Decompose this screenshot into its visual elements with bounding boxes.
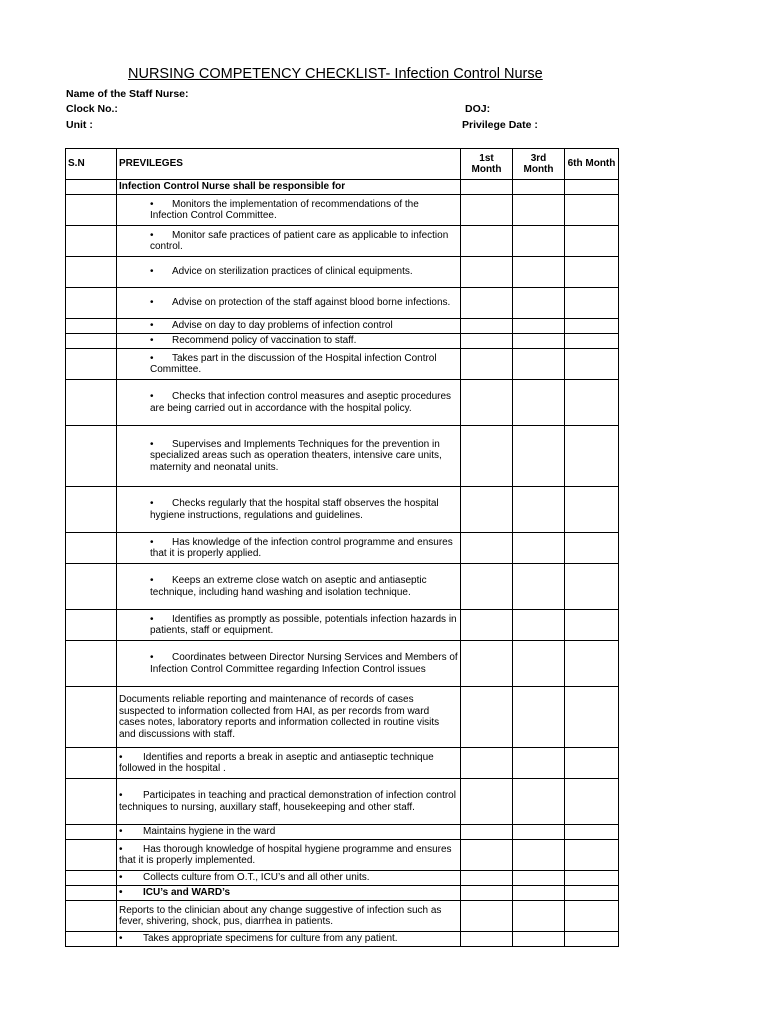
6th-month-cell[interactable] <box>565 426 619 487</box>
3rd-month-cell[interactable] <box>513 257 565 288</box>
3rd-month-cell[interactable] <box>513 380 565 426</box>
6th-month-cell[interactable] <box>565 748 619 779</box>
privilege-cell <box>117 319 461 334</box>
privilege-cell <box>117 825 461 840</box>
3rd-month-cell[interactable] <box>513 288 565 319</box>
1st-month-cell[interactable] <box>461 257 513 288</box>
6th-month-cell[interactable] <box>565 641 619 687</box>
6th-month-cell[interactable] <box>565 180 619 195</box>
table-row <box>66 319 619 334</box>
3rd-month-cell[interactable] <box>513 426 565 487</box>
table-row <box>66 825 619 840</box>
privilege-text: • Has thorough knowledge of hospital hygiene programme and ensures that it is properly implemented. <box>119 844 452 867</box>
table-body <box>66 180 619 947</box>
sn-cell <box>66 610 117 641</box>
privilege-text: Documents reliable reporting and maintenance of records of cases suspected to information collected from HAI, as per records from ward cases notes, laboratory reports and information collected in routine visits and discussions with staff. <box>119 694 440 740</box>
clock-no-label: Clock No.: <box>66 103 118 115</box>
sn-cell <box>66 825 117 840</box>
doj-label: DOJ: <box>465 103 491 115</box>
col-header-6th-month: 6th Month <box>565 149 619 180</box>
1st-month-cell[interactable] <box>461 195 513 226</box>
6th-month-cell[interactable] <box>565 932 619 947</box>
sn-cell <box>66 748 117 779</box>
col-header-1st-month: 1st Month <box>461 149 513 180</box>
3rd-month-cell[interactable] <box>513 901 565 932</box>
3rd-month-cell[interactable] <box>513 779 565 825</box>
table-row <box>66 426 619 487</box>
table-row <box>66 349 619 380</box>
sn-cell <box>66 901 117 932</box>
3rd-month-cell[interactable] <box>513 825 565 840</box>
privilege-cell <box>117 901 461 932</box>
privilege-cell <box>117 687 461 748</box>
privilege-cell <box>117 288 461 319</box>
6th-month-cell[interactable] <box>565 687 619 748</box>
privilege-cell <box>117 533 461 564</box>
col-header-privileges: PREVILEGES <box>117 149 461 180</box>
1st-month-cell[interactable] <box>461 319 513 334</box>
sn-cell <box>66 533 117 564</box>
privilege-cell <box>117 257 461 288</box>
table-row <box>66 641 619 687</box>
privilege-cell <box>117 641 461 687</box>
page-title: NURSING COMPETENCY CHECKLIST- Infection Control Nurse <box>128 66 543 82</box>
privilege-text: • Identifies and reports a break in aseptic and antiaseptic technique followed in the hospital . <box>119 752 434 775</box>
table-row <box>66 564 619 610</box>
table-row <box>66 779 619 825</box>
privilege-text: • Maintains hygiene in the ward <box>119 826 275 837</box>
sn-cell <box>66 487 117 533</box>
privilege-text: • Advise on day to day problems of infection control <box>150 320 393 331</box>
6th-month-cell[interactable] <box>565 901 619 932</box>
privilege-cell <box>117 334 461 349</box>
1st-month-cell[interactable] <box>461 641 513 687</box>
table-row <box>66 257 619 288</box>
privilege-cell <box>117 840 461 871</box>
3rd-month-cell[interactable] <box>513 564 565 610</box>
6th-month-cell[interactable] <box>565 610 619 641</box>
privilege-text: • Keeps an extreme close watch on aseptic and antiaseptic technique, including hand washing and isolation technique. <box>150 575 427 598</box>
privilege-text: • Monitors the implementation of recommendations of the Infection Control Committee. <box>150 199 419 222</box>
3rd-month-cell[interactable] <box>513 487 565 533</box>
privilege-cell <box>117 195 461 226</box>
table-row <box>66 901 619 932</box>
table-header-row <box>66 149 619 180</box>
sn-cell <box>66 886 117 901</box>
1st-month-cell[interactable] <box>461 349 513 380</box>
privilege-text: • Has knowledge of the infection control programme and ensures that it is properly applied. <box>150 537 453 560</box>
1st-month-cell[interactable] <box>461 380 513 426</box>
6th-month-cell[interactable] <box>565 871 619 886</box>
3rd-month-cell[interactable] <box>513 195 565 226</box>
6th-month-cell[interactable] <box>565 380 619 426</box>
1st-month-cell[interactable] <box>461 687 513 748</box>
3rd-month-cell[interactable] <box>513 840 565 871</box>
sn-cell <box>66 641 117 687</box>
6th-month-cell[interactable] <box>565 825 619 840</box>
1st-month-cell[interactable] <box>461 533 513 564</box>
table-row <box>66 380 619 426</box>
3rd-month-cell[interactable] <box>513 610 565 641</box>
privilege-cell <box>117 349 461 380</box>
6th-month-cell[interactable] <box>565 349 619 380</box>
1st-month-cell[interactable] <box>461 840 513 871</box>
1st-month-cell[interactable] <box>461 226 513 257</box>
1st-month-cell[interactable] <box>461 610 513 641</box>
privilege-text: • Collects culture from O.T., ICU’s and all other units. <box>119 872 370 883</box>
1st-month-cell[interactable] <box>461 426 513 487</box>
1st-month-cell[interactable] <box>461 748 513 779</box>
3rd-month-cell[interactable] <box>513 687 565 748</box>
sn-cell <box>66 426 117 487</box>
col-header-sn: S.N <box>66 149 117 180</box>
3rd-month-cell[interactable] <box>513 932 565 947</box>
sn-cell <box>66 334 117 349</box>
privilege-cell <box>117 487 461 533</box>
sn-cell <box>66 349 117 380</box>
6th-month-cell[interactable] <box>565 226 619 257</box>
3rd-month-cell[interactable] <box>513 226 565 257</box>
privilege-date-label: Privilege Date : <box>462 119 538 131</box>
table-row <box>66 334 619 349</box>
sn-cell <box>66 226 117 257</box>
privilege-text: • Checks that infection control measures and aseptic procedures are being carried out in accordance with the hospital policy. <box>150 391 451 414</box>
1st-month-cell[interactable] <box>461 871 513 886</box>
sn-cell <box>66 257 117 288</box>
table-row <box>66 932 619 947</box>
1st-month-cell[interactable] <box>461 779 513 825</box>
3rd-month-cell[interactable] <box>513 641 565 687</box>
3rd-month-cell[interactable] <box>513 886 565 901</box>
sn-cell <box>66 319 117 334</box>
table-row <box>66 226 619 257</box>
1st-month-cell[interactable] <box>461 825 513 840</box>
1st-month-cell[interactable] <box>461 180 513 195</box>
sn-cell <box>66 840 117 871</box>
privilege-cell <box>117 748 461 779</box>
privilege-text: • Participates in teaching and practical demonstration of infection control techniques to nursing, auxillary staff, housekeeping and other staff. <box>119 790 456 813</box>
sn-cell <box>66 779 117 825</box>
3rd-month-cell[interactable] <box>513 533 565 564</box>
6th-month-cell[interactable] <box>565 257 619 288</box>
1st-month-cell[interactable] <box>461 288 513 319</box>
privilege-cell <box>117 871 461 886</box>
1st-month-cell[interactable] <box>461 901 513 932</box>
col-header-3rd-month: 3rd Month <box>513 149 565 180</box>
6th-month-cell[interactable] <box>565 334 619 349</box>
6th-month-cell[interactable] <box>565 886 619 901</box>
privilege-cell <box>117 779 461 825</box>
1st-month-cell[interactable] <box>461 487 513 533</box>
privilege-text: • Advise on protection of the staff against blood borne infections. <box>150 297 450 308</box>
table-row <box>66 840 619 871</box>
3rd-month-cell[interactable] <box>513 871 565 886</box>
table-row <box>66 871 619 886</box>
6th-month-cell[interactable] <box>565 779 619 825</box>
privilege-text: • Recommend policy of vaccination to staff. <box>150 335 356 346</box>
table-row <box>66 687 619 748</box>
privilege-cell <box>117 610 461 641</box>
privilege-cell <box>117 886 461 901</box>
table-row <box>66 748 619 779</box>
privilege-cell <box>117 180 461 195</box>
unit-label: Unit : <box>66 119 93 131</box>
table-row <box>66 487 619 533</box>
sn-cell <box>66 687 117 748</box>
privilege-text: • Checks regularly that the hospital staff observes the hospital hygiene instructions, regulations and guidelines. <box>150 498 439 521</box>
privilege-cell <box>117 380 461 426</box>
sn-cell <box>66 380 117 426</box>
3rd-month-cell[interactable] <box>513 180 565 195</box>
table-row <box>66 886 619 901</box>
3rd-month-cell[interactable] <box>513 319 565 334</box>
3rd-month-cell[interactable] <box>513 349 565 380</box>
6th-month-cell[interactable] <box>565 195 619 226</box>
privilege-text: • Monitor safe practices of patient care as applicable to infection control. <box>150 230 448 253</box>
privilege-text: • Supervises and Implements Techniques for the prevention in specialized areas such as operation theaters, intensive care units, maternity and neonatal units. <box>150 439 442 473</box>
privilege-text: • Coordinates between Director Nursing Services and Members of Infection Control Committee regarding Infection Control issues <box>150 652 458 675</box>
1st-month-cell[interactable] <box>461 932 513 947</box>
table-row <box>66 610 619 641</box>
sn-cell <box>66 871 117 886</box>
table-row <box>66 195 619 226</box>
privilege-cell <box>117 226 461 257</box>
3rd-month-cell[interactable] <box>513 334 565 349</box>
privilege-text: • Identifies as promptly as possible, potentials infection hazards in patients, staff or equipment. <box>150 614 457 637</box>
6th-month-cell[interactable] <box>565 487 619 533</box>
table-row <box>66 180 619 195</box>
sn-cell <box>66 932 117 947</box>
1st-month-cell[interactable] <box>461 334 513 349</box>
1st-month-cell[interactable] <box>461 564 513 610</box>
table-row <box>66 288 619 319</box>
privilege-text: • Takes appropriate specimens for culture from any patient. <box>119 933 398 944</box>
sn-cell <box>66 288 117 319</box>
6th-month-cell[interactable] <box>565 564 619 610</box>
privilege-cell <box>117 426 461 487</box>
6th-month-cell[interactable] <box>565 288 619 319</box>
privilege-text: • ICU’s and WARD’s <box>119 887 230 898</box>
1st-month-cell[interactable] <box>461 886 513 901</box>
table-row <box>66 533 619 564</box>
privilege-text: • Advice on sterilization practices of clinical equipments. <box>150 266 413 277</box>
sn-cell <box>66 180 117 195</box>
privilege-cell <box>117 932 461 947</box>
privilege-text: Reports to the clinician about any change suggestive of infection such as fever, shivering, shock, pus, diarrhea in patients. <box>119 904 442 927</box>
staff-name-label: Name of the Staff Nurse: <box>66 88 189 100</box>
3rd-month-cell[interactable] <box>513 748 565 779</box>
privilege-text: • Takes part in the discussion of the Hospital infection Control Committee. <box>150 353 437 376</box>
privilege-cell <box>117 564 461 610</box>
competency-table <box>65 148 619 947</box>
sn-cell <box>66 564 117 610</box>
privilege-text: Infection Control Nurse shall be responsible for <box>119 181 346 193</box>
6th-month-cell[interactable] <box>565 533 619 564</box>
6th-month-cell[interactable] <box>565 319 619 334</box>
sn-cell <box>66 195 117 226</box>
6th-month-cell[interactable] <box>565 840 619 871</box>
